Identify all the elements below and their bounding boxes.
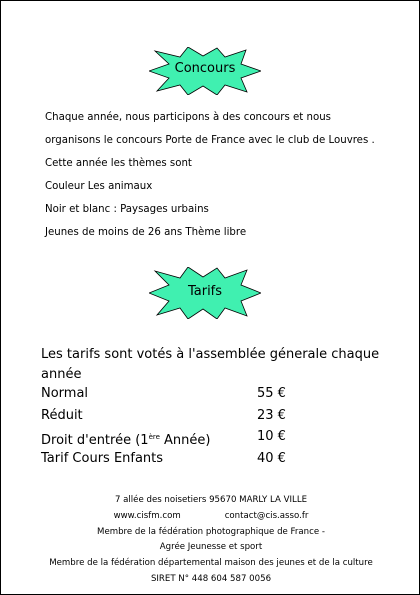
footer-website: www.cisfm.com <box>113 510 181 521</box>
tarif-row <box>41 450 301 472</box>
concours-title: Concours <box>174 61 236 76</box>
tarif-row <box>41 428 301 450</box>
concours-badge <box>149 47 261 95</box>
concours-line: Noir et blanc : Paysages urbains <box>45 204 209 216</box>
tarif-price: 40 € <box>257 450 286 466</box>
tarif-price: 10 € <box>257 429 286 444</box>
footer-membership: Agrée Jeunesse et sport <box>159 542 263 553</box>
footer-siret: SIRET N° 448 604 587 0056 <box>150 573 272 584</box>
tarif-price: 23 € <box>257 407 286 423</box>
tarif-label: Normal <box>41 386 89 401</box>
tarifs-table <box>41 385 301 471</box>
tarif-label: Tarif Cours Enfants <box>41 450 164 466</box>
concours-line: Jeunes de moins de 26 ans Thème libre <box>45 227 247 239</box>
tarif-label: Réduit <box>41 407 83 423</box>
concours-line: Chaque année, nous participons à des concours et nous <box>45 112 331 123</box>
footer <box>1 493 420 588</box>
footer-email: contact@cis.asso.fr <box>224 510 309 521</box>
tarifs-intro: Les tarifs sont votés à l'assemblée génerale chaque année <box>41 347 380 382</box>
tarif-label <box>41 433 210 448</box>
tarif-label-text: Droit d'entrée (1 <box>41 433 149 448</box>
footer-contacts <box>1 509 420 525</box>
tarif-row <box>41 407 301 429</box>
tarifs-title: Tarifs <box>187 284 223 299</box>
concours-line: organisons le concours Porte de France avec le club de Louvres . <box>45 135 375 147</box>
tarif-label-superscript: ère <box>148 433 160 441</box>
concours-line: Cette année les thèmes sont <box>45 158 192 170</box>
tarif-label-text: Année) <box>159 433 211 448</box>
concours-text <box>45 111 375 250</box>
footer-address: 7 allée des noisetiers 95670 MARLY LA VILLE <box>114 495 308 505</box>
concours-line: Couleur Les animaux <box>45 181 153 193</box>
tarifs-badge <box>149 267 261 319</box>
footer-membership: Membre de la fédération photographique de France - <box>97 526 325 537</box>
tarif-price: 55 € <box>257 386 286 401</box>
footer-membership: Membre de la fédération départemental maison des jeunes et de la culture <box>49 558 373 569</box>
tarif-row <box>41 385 301 407</box>
